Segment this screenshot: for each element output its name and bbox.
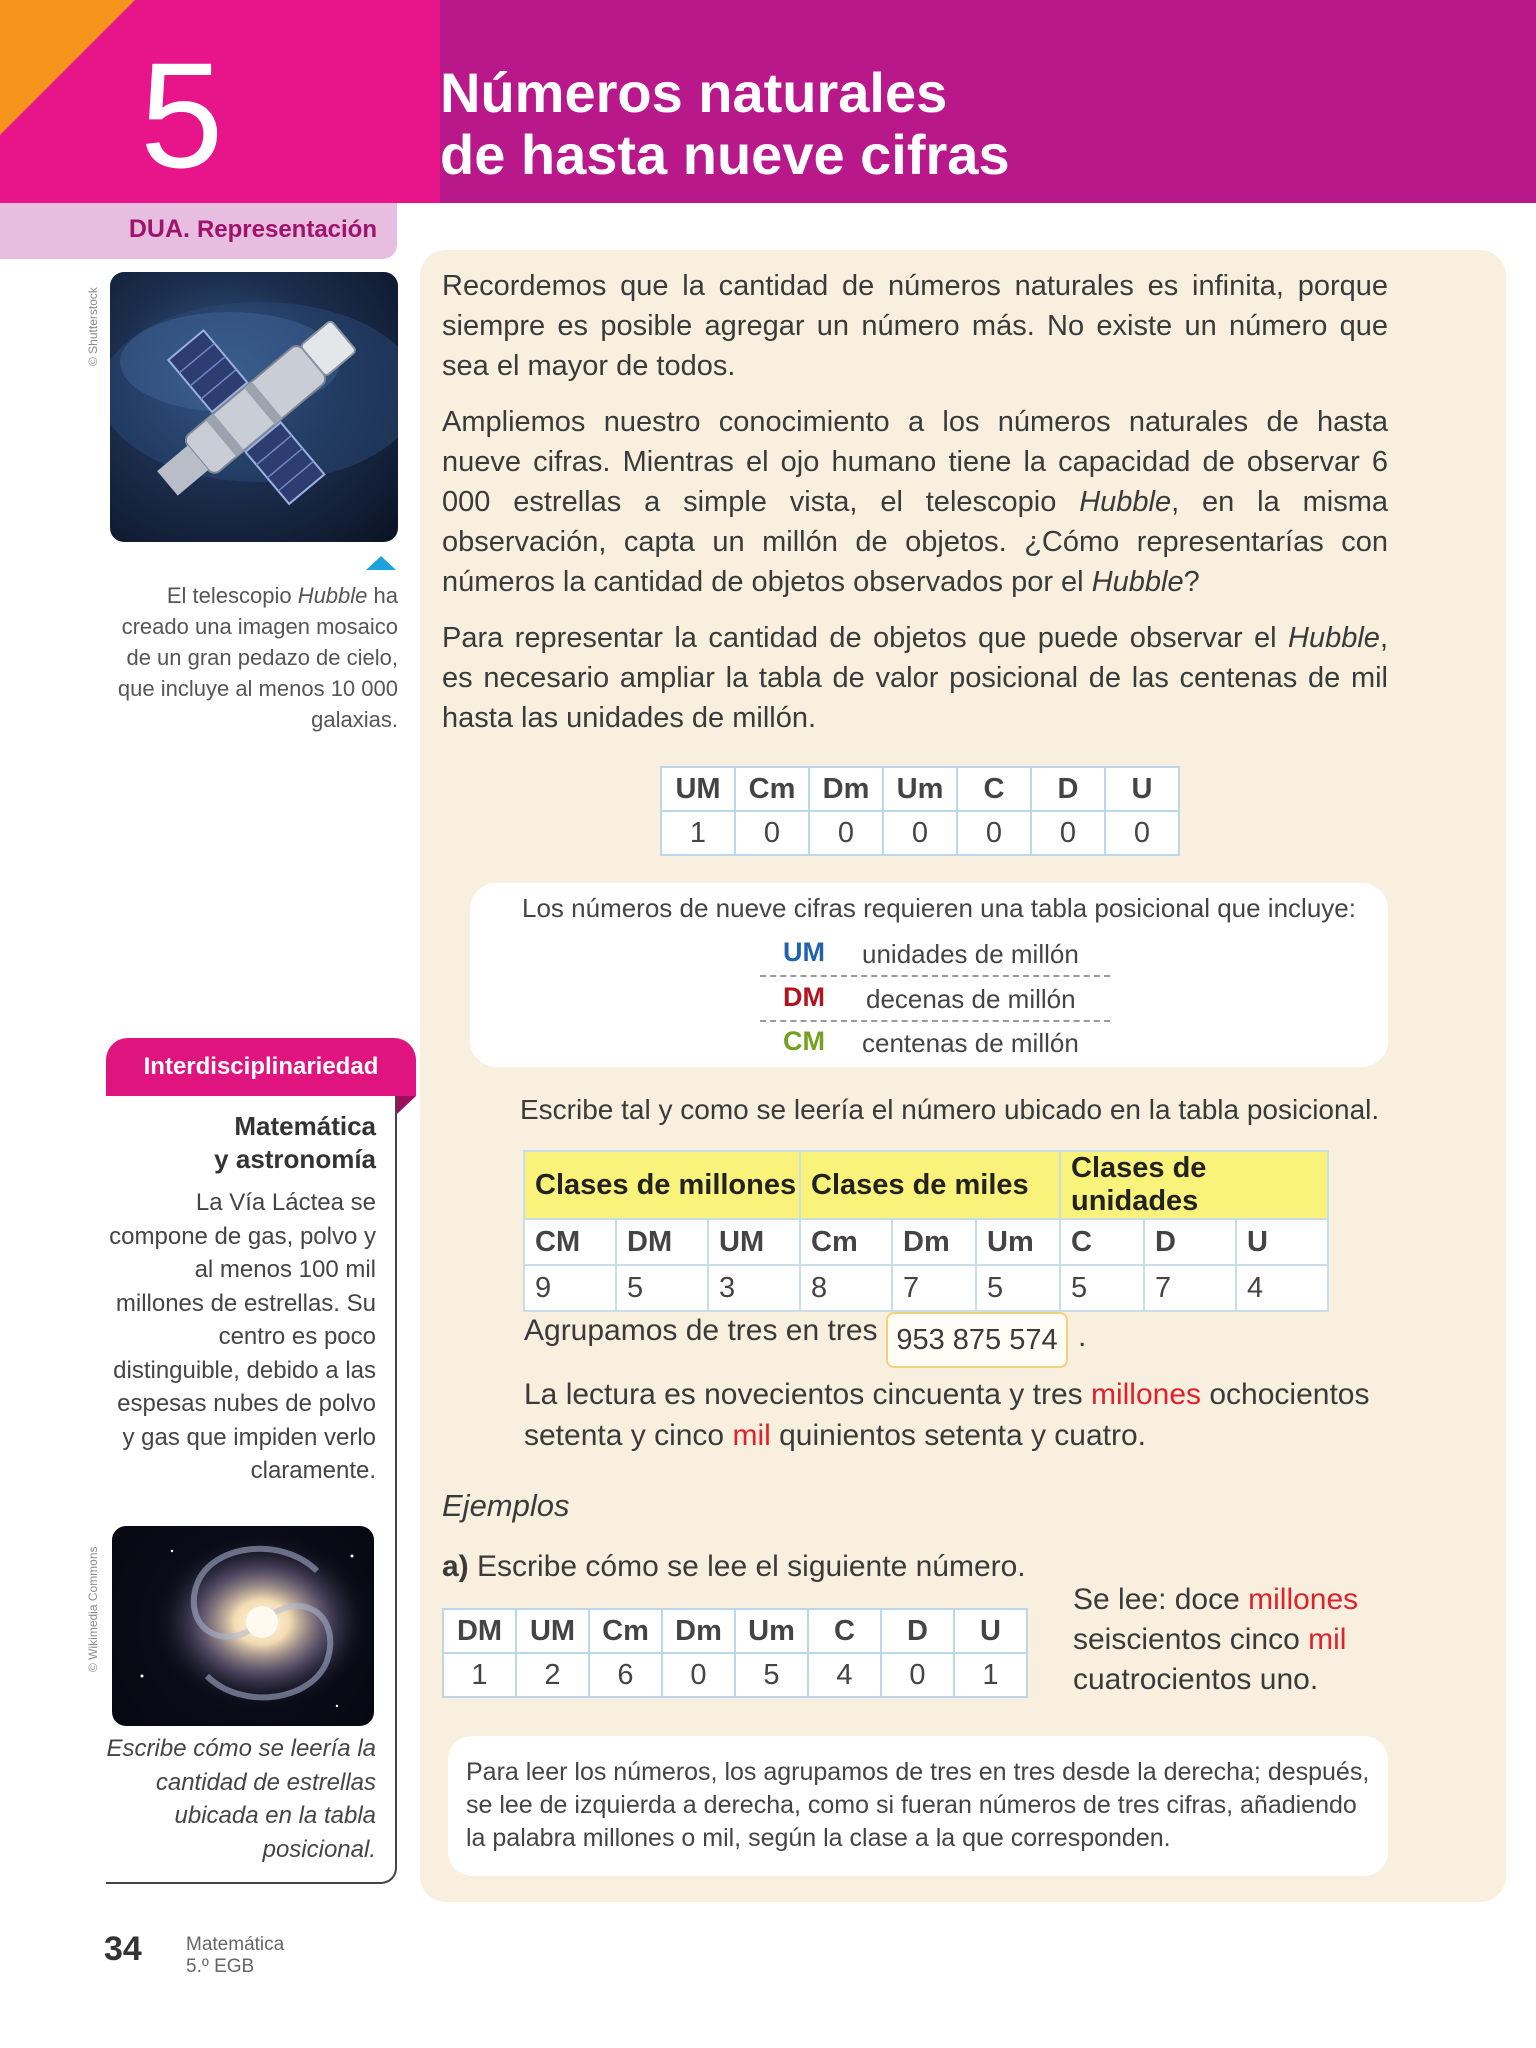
hubble-caption-start: El telescopio [166, 583, 298, 608]
reading-part-c: quinientos setenta y cuatro. [770, 1419, 1147, 1452]
value-cell: 0 [883, 811, 957, 855]
header-UM: UM [708, 1219, 800, 1265]
header-U: U [954, 1609, 1027, 1653]
example-reading-millones: millones [1248, 1583, 1359, 1616]
place-value-table-million [660, 766, 1180, 856]
note-desc: decenas de millón [866, 984, 1076, 1014]
value-cell: 9 [524, 1265, 616, 1311]
interdisciplinary-tab: Interdisciplinariedad [106, 1038, 416, 1096]
reading-paragraph [524, 1374, 1390, 1456]
value-cell: 1 [954, 1653, 1027, 1697]
header-Um: Um [735, 1609, 808, 1653]
expand-table-paragraph [442, 618, 1388, 738]
hubble-caption-end: ha creado una imagen mosaico de un gran pedazo de cielo, que incluye al menos 10 000 galaxias. [117, 583, 398, 732]
note-desc: centenas de millón [862, 1028, 1079, 1058]
para2-hubble-1: Hubble [1079, 486, 1172, 518]
chapter-header [0, 0, 1536, 203]
example-reading [1073, 1580, 1373, 1700]
example-a-label: a) [442, 1550, 469, 1583]
page-number: 34 [104, 1930, 142, 1968]
note-row-dm [760, 978, 1110, 1022]
reading-part-a: La lectura es novecientos cincuenta y tres [524, 1378, 1091, 1411]
write-instruction: Escribe tal y como se leería el número ubicado en la tabla posicional. [520, 1094, 1380, 1125]
class-millions: Clases de millones [524, 1151, 800, 1219]
header-DM: DM [443, 1609, 516, 1653]
table-value-row [443, 1653, 1027, 1697]
group-period: . [1078, 1320, 1087, 1353]
group-instruction: Agrupamos de tres en tres [524, 1314, 878, 1347]
examples-title: Ejemplos [442, 1488, 570, 1523]
header-Cm: Cm [589, 1609, 662, 1653]
header-Dm: Dm [892, 1219, 976, 1265]
example-reading-mil: mil [1308, 1623, 1347, 1656]
header-C: C [1060, 1219, 1144, 1265]
class-thousands: Clases de miles [800, 1151, 1060, 1219]
grouped-number-box: 953 875 574 [886, 1312, 1068, 1368]
header-Cm: Cm [800, 1219, 892, 1265]
para2-part-c: ? [1183, 566, 1200, 598]
tab-fold-corner [397, 1096, 416, 1114]
unit-number: 5 [140, 31, 224, 199]
astronomy-title [110, 1110, 376, 1176]
header-CM: CM [524, 1219, 616, 1265]
header-D: D [1031, 767, 1105, 811]
table-value-row [524, 1265, 1328, 1311]
hubble-telescope-photo [110, 272, 398, 542]
dua-strip [0, 203, 397, 259]
photo-credit-wikimedia: © Wikimedia Commons [86, 1546, 100, 1672]
grade-level: 5.º EGB [186, 1956, 255, 1977]
value-cell: 0 [881, 1653, 954, 1697]
value-cell: 6 [589, 1653, 662, 1697]
header-C: C [957, 767, 1031, 811]
value-cell: 0 [957, 811, 1031, 855]
para2-hubble-2: Hubble [1091, 566, 1184, 598]
note-row-cm [760, 1022, 1110, 1066]
reading-millones: millones [1090, 1378, 1202, 1411]
place-value-table-classes [523, 1150, 1329, 1312]
value-cell: 0 [1031, 811, 1105, 855]
note-intro: Los números de nueve cifras requieren una tabla posicional que incluye: [522, 893, 1356, 923]
value-cell: 3 [708, 1265, 800, 1311]
table-value-row [661, 811, 1179, 855]
astronomy-text: La Vía Láctea se compone de gas, polvo y al menos 100 mil millones de estrellas. Su centro es poco distinguible, debido a las espesas nubes de polvo y gas que impiden verlo claramente. [109, 1189, 376, 1484]
table-header-row [524, 1219, 1328, 1265]
value-cell: 5 [735, 1653, 808, 1697]
class-row [524, 1151, 1328, 1219]
value-cell: 0 [1105, 811, 1179, 855]
dua-label [129, 215, 377, 244]
para3-part-b: , es necesario ampliar la tabla de valor posicional de las centenas de mil hasta las unidades de millón. [442, 622, 1388, 734]
header-Um: Um [976, 1219, 1060, 1265]
note-row-um [760, 933, 1110, 977]
page-title-line1: Números naturales [440, 61, 948, 124]
example-a-prompt [442, 1550, 1026, 1584]
value-cell: 5 [616, 1265, 708, 1311]
value-cell: 0 [809, 811, 883, 855]
value-cell: 5 [1060, 1265, 1144, 1311]
place-value-table-example [442, 1608, 1028, 1698]
dua-subtitle: Representación [196, 216, 377, 243]
header-Dm: Dm [662, 1609, 735, 1653]
table-header-row [443, 1609, 1027, 1653]
reading-part-b: ochocientos setenta y cinco [524, 1378, 1370, 1452]
example-reading-a: Se lee: doce [1073, 1583, 1249, 1616]
header-D: D [881, 1609, 954, 1653]
value-cell: 5 [976, 1265, 1060, 1311]
header-Dm: Dm [809, 767, 883, 811]
value-cell: 4 [1236, 1265, 1328, 1311]
para2-part-b: , en la misma observación, capta un millón de objetos. ¿Cómo representarías con números la cantidad de objetos observados por el [442, 486, 1388, 598]
para2-part-a: Ampliemos nuestro conocimiento a los números naturales de hasta nueve cifras. Mientras el ojo humano tiene la capacidad de observar 6 000 estrellas a simple vista, el telescopio [442, 406, 1388, 518]
class-units: Clases de unidades [1060, 1151, 1328, 1219]
header-Cm: Cm [735, 767, 809, 811]
header-Um: Um [883, 767, 957, 811]
value-cell: 0 [662, 1653, 735, 1697]
hubble-illustration [110, 272, 398, 542]
note-desc: unidades de millón [862, 939, 1079, 969]
value-cell: 8 [800, 1265, 892, 1311]
header-C: C [808, 1609, 881, 1653]
page-title [440, 62, 1520, 186]
astronomy-title-line2: y astronomía [214, 1144, 376, 1174]
value-cell: 7 [1144, 1265, 1236, 1311]
header-U: U [1105, 767, 1179, 811]
example-reading-b: seiscientos cinco [1073, 1623, 1309, 1656]
example-reading-c: cuatrocientos uno. [1073, 1663, 1319, 1696]
hubble-paragraph [442, 402, 1388, 602]
subject-name: Matemática [186, 1934, 285, 1955]
note-abbr: CM [783, 1026, 825, 1056]
table-header-row [661, 767, 1179, 811]
intro-paragraph: Recordemos que la cantidad de números naturales es infinita, porque siempre es posible agregar un número más. No existe un número que sea el mayor de todos. [442, 270, 1388, 382]
photo-credit-shutterstock: © Shutterstock [86, 287, 100, 366]
subject-label [186, 1934, 284, 1978]
para3-part-a: Para representar la cantidad de objetos que puede observar el [442, 622, 1289, 654]
header-D: D [1144, 1219, 1236, 1265]
header-UM: UM [661, 767, 735, 811]
example-a-text: Escribe cómo se lee el siguiente número. [468, 1550, 1026, 1583]
caption-arrow-icon [366, 556, 396, 570]
galaxy-caption: Escribe cómo se leería la cantidad de estrellas ubicada en la tabla posicional. [106, 1735, 376, 1863]
header-orange-corner [0, 0, 135, 135]
note-abbr: DM [783, 982, 825, 1012]
value-cell: 1 [443, 1653, 516, 1697]
galaxy-illustration [112, 1526, 374, 1726]
header-U: U [1236, 1219, 1328, 1265]
page-title-line2: de hasta nueve cifras [440, 123, 1010, 186]
reading-mil: mil [732, 1419, 771, 1452]
para3-hubble: Hubble [1288, 622, 1380, 654]
note-abbr: UM [783, 937, 825, 967]
value-cell: 4 [808, 1653, 881, 1697]
value-cell: 7 [892, 1265, 976, 1311]
spiral-galaxy-photo [112, 1526, 374, 1726]
header-UM: UM [516, 1609, 589, 1653]
hubble-caption [100, 580, 398, 735]
dua-bold: DUA. [128, 215, 190, 243]
astronomy-title-line1: Matemática [234, 1111, 376, 1141]
value-cell: 0 [735, 811, 809, 855]
value-cell: 2 [516, 1653, 589, 1697]
header-DM: DM [616, 1219, 708, 1265]
value-cell: 1 [661, 811, 735, 855]
reading-tip-text: Para leer los números, los agrupamos de tres en tres desde la derecha; después, se lee de izquierda a derecha, como si fueran números de tres cifras, añadiendo la palabra millones o mil, según la clase a la que corresponden. [466, 1758, 1370, 1852]
hubble-caption-italic: Hubble [297, 583, 368, 608]
